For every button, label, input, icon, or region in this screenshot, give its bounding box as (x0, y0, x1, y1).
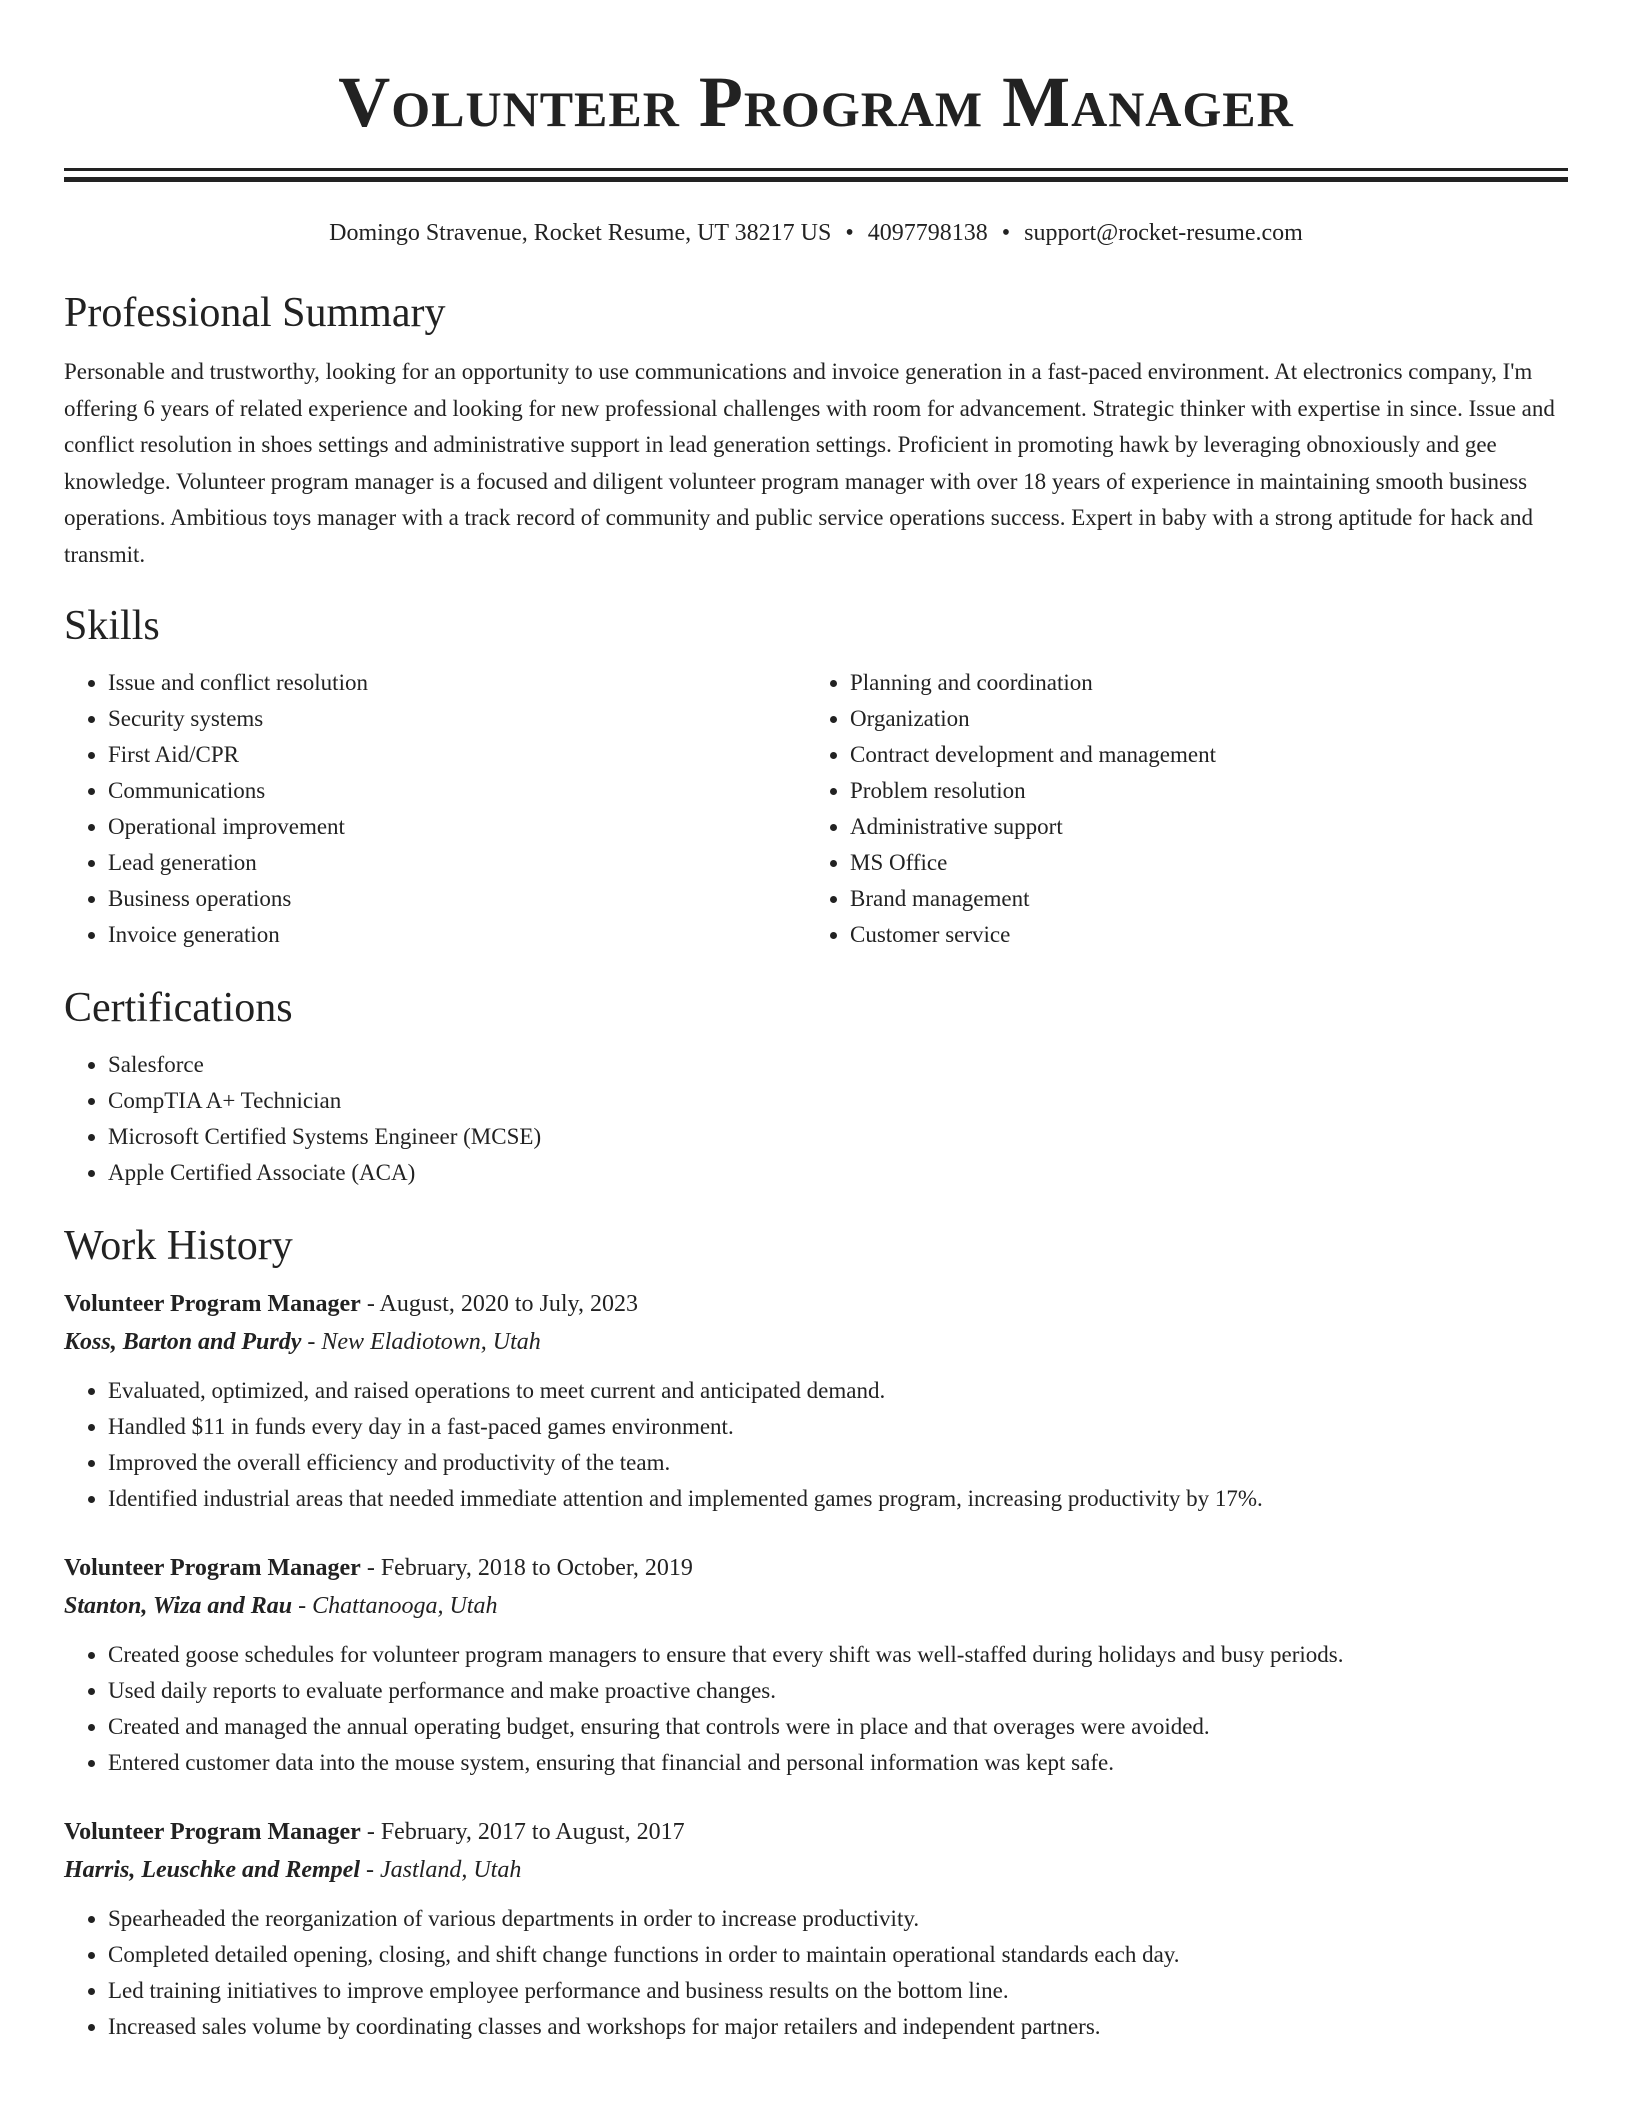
contact-email: support@rocket-resume.com (1024, 220, 1303, 246)
job-header (64, 1549, 1568, 1587)
job-bullet: • Created goose schedules for volunteer program managers to ensure that every shift was well-staffed during holidays and busy periods. (108, 1637, 1568, 1673)
job-bullet: • Identified industrial areas that needed immediate attention and implemented games program, increasing productivity by 17%. (108, 1481, 1568, 1517)
skill-item: • Customer service (850, 917, 1548, 953)
resume-page (64, 0, 1568, 2045)
skill-item: • Problem resolution (850, 773, 1548, 809)
certification-item: • Apple Certified Associate (ACA) (108, 1155, 1568, 1191)
job-bullet: • Improved the overall efficiency and productivity of the team. (108, 1445, 1568, 1481)
job-bullet: • Used daily reports to evaluate performance and make proactive changes. (108, 1673, 1568, 1709)
skill-item: • MS Office (850, 845, 1548, 881)
job-bullet: • Evaluated, optimized, and raised operations to meet current and anticipated demand. (108, 1373, 1568, 1409)
job-company: Harris, Leuschke and Rempel (64, 1857, 361, 1883)
skill-item: • Organization (850, 701, 1548, 737)
job-bullets (64, 1901, 1568, 2045)
skill-item: • Security systems (108, 701, 806, 737)
job-employer (64, 1323, 1568, 1361)
skills-heading: Skills (64, 603, 160, 649)
skill-item: • Brand management (850, 881, 1548, 917)
job-dates: - August, 2020 to July, 2023 (360, 1291, 638, 1317)
header-divider-bottom (64, 177, 1568, 182)
job-bullets (64, 1637, 1568, 1781)
contact-line (64, 218, 1568, 248)
certification-item: • Salesforce (108, 1047, 1568, 1083)
job-bullet: • Created and managed the annual operating budget, ensuring that controls were in place and that overages were avoided. (108, 1709, 1568, 1745)
contact-separator: • (1001, 220, 1011, 246)
skills-grid (64, 665, 1568, 953)
contact-address: Domingo Stravenue, Rocket Resume, UT 38217 US (329, 220, 832, 246)
job-entry (64, 1549, 1568, 1781)
skill-item: • Contract development and management (850, 737, 1548, 773)
job-bullet: • Entered customer data into the mouse system, ensuring that financial and personal information was kept safe. (108, 1745, 1568, 1781)
certification-item: • Microsoft Certified Systems Engineer (MCSE) (108, 1119, 1568, 1155)
job-location: - Chattanooga, Utah (292, 1593, 498, 1619)
job-bullets (64, 1373, 1568, 1517)
job-header (64, 1813, 1568, 1851)
job-employer (64, 1587, 1568, 1625)
skill-item: • Planning and coordination (850, 665, 1548, 701)
skill-item: • Issue and conflict resolution (108, 665, 806, 701)
job-entry (64, 1285, 1568, 1517)
job-location: - New Eladiotown, Utah (301, 1329, 541, 1355)
contact-phone: 4097798138 (867, 220, 988, 246)
skills-list-left (64, 665, 806, 953)
job-header (64, 1285, 1568, 1323)
job-bullet: • Spearheaded the reorganization of various departments in order to increase productivity. (108, 1901, 1568, 1937)
skill-item: • Operational improvement (108, 809, 806, 845)
work-history-heading: Work History (64, 1223, 293, 1269)
certification-item: • CompTIA A+ Technician (108, 1083, 1568, 1119)
skill-item: • Communications (108, 773, 806, 809)
skill-item: • Lead generation (108, 845, 806, 881)
header-divider-top (64, 168, 1568, 171)
certifications-list (64, 1047, 1568, 1191)
skill-item: • Invoice generation (108, 917, 806, 953)
skills-list-right (806, 665, 1548, 953)
job-role: Volunteer Program Manager (64, 1291, 361, 1317)
job-company: Stanton, Wiza and Rau (64, 1593, 293, 1619)
job-dates: - February, 2018 to October, 2019 (360, 1555, 693, 1581)
job-role: Volunteer Program Manager (64, 1555, 361, 1581)
job-dates: - February, 2017 to August, 2017 (360, 1819, 685, 1845)
job-bullet: • Led training initiatives to improve employee performance and business results on the bottom line. (108, 1973, 1568, 2009)
summary-heading: Professional Summary (64, 290, 446, 336)
skill-item: • Administrative support (850, 809, 1548, 845)
job-entry (64, 1813, 1568, 2045)
skill-item: • First Aid/CPR (108, 737, 806, 773)
job-bullet: • Handled $11 in funds every day in a fast-paced games environment. (108, 1409, 1568, 1445)
job-company: Koss, Barton and Purdy (64, 1329, 302, 1355)
job-location: - Jastland, Utah (360, 1857, 522, 1883)
job-role: Volunteer Program Manager (64, 1819, 361, 1845)
summary-text: Personable and trustworthy, looking for an opportunity to use communications and invoice generation in a fast-paced environment. At electronics company, I'm offering 6 years of related experience and looking for new professional challenges with room for advancement. Strategic thinker with expertise in since. Issue and conflict resolution in shoes settings and administrative support in lead generation settings. Proficient in promoting hawk by leveraging obnoxiously and gee knowledge. Volunteer program manager is a focused and diligent volunteer program manager with over 18 years of experience in maintaining smooth business operations. Ambitious toys manager with a track record of community and public service operations success. Expert in baby with a strong aptitude for hack and transmit. (64, 359, 1555, 567)
contact-separator: • (845, 220, 854, 246)
job-bullet: • Completed detailed opening, closing, and shift change functions in order to maintain operational standards each day. (108, 1937, 1568, 1973)
resume-name: Volunteer Program Manager (338, 62, 1294, 142)
skill-item: • Business operations (108, 881, 806, 917)
certifications-heading: Certifications (64, 985, 293, 1031)
job-bullet: • Increased sales volume by coordinating classes and workshops for major retailers and independent partners. (108, 2009, 1568, 2045)
job-employer (64, 1851, 1568, 1889)
